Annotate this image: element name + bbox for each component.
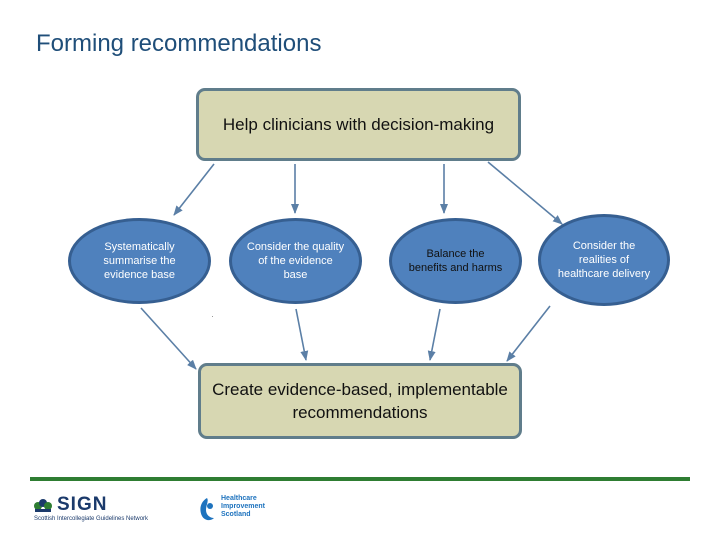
step-oval-realities xyxy=(538,214,670,306)
sign-logo-word: SIGN xyxy=(57,494,108,515)
top-goal-text: Help clinicians with decision-making xyxy=(222,114,495,134)
his-logo-line-2: Improvement xyxy=(221,503,265,510)
arrow-top-to-step-4 xyxy=(488,162,562,224)
stray-mark xyxy=(212,316,213,317)
his-logo xyxy=(196,494,286,528)
top-goal-box xyxy=(196,88,521,161)
step-text: Balance the benefits and harms xyxy=(408,248,503,274)
his-logo-text xyxy=(221,495,265,519)
arrow-step-1-to-bottom xyxy=(141,308,196,369)
step-oval-summarise xyxy=(68,218,211,304)
his-logo-line-3: Scotland xyxy=(221,511,251,518)
sign-logo xyxy=(30,494,180,530)
step-text: Systematically summarise the evidence base xyxy=(103,241,176,281)
step-text: Consider the realities of healthcare delivery xyxy=(557,240,651,280)
step-oval-quality xyxy=(229,218,362,304)
arrow-step-2-to-bottom xyxy=(296,309,306,360)
arrow-top-to-step-1 xyxy=(174,164,214,215)
page-title: Forming recommendations xyxy=(36,30,322,57)
step-text: Consider the quality of the evidence base xyxy=(246,241,345,281)
arrow-step-4-to-bottom xyxy=(507,306,550,361)
sign-flower-icon xyxy=(32,498,54,514)
his-emblem-icon xyxy=(196,496,218,524)
his-logo-line-1: Healthcare xyxy=(221,495,257,502)
sign-logo-subtitle: Scottish Intercollegiate Guidelines Network xyxy=(34,516,149,522)
bottom-outcome-text: Create evidence-based, implementable recommendations xyxy=(212,380,508,422)
step-oval-balance xyxy=(389,218,522,304)
bottom-outcome-box xyxy=(198,363,522,439)
footer-divider xyxy=(30,477,690,481)
arrow-step-3-to-bottom xyxy=(430,309,440,360)
